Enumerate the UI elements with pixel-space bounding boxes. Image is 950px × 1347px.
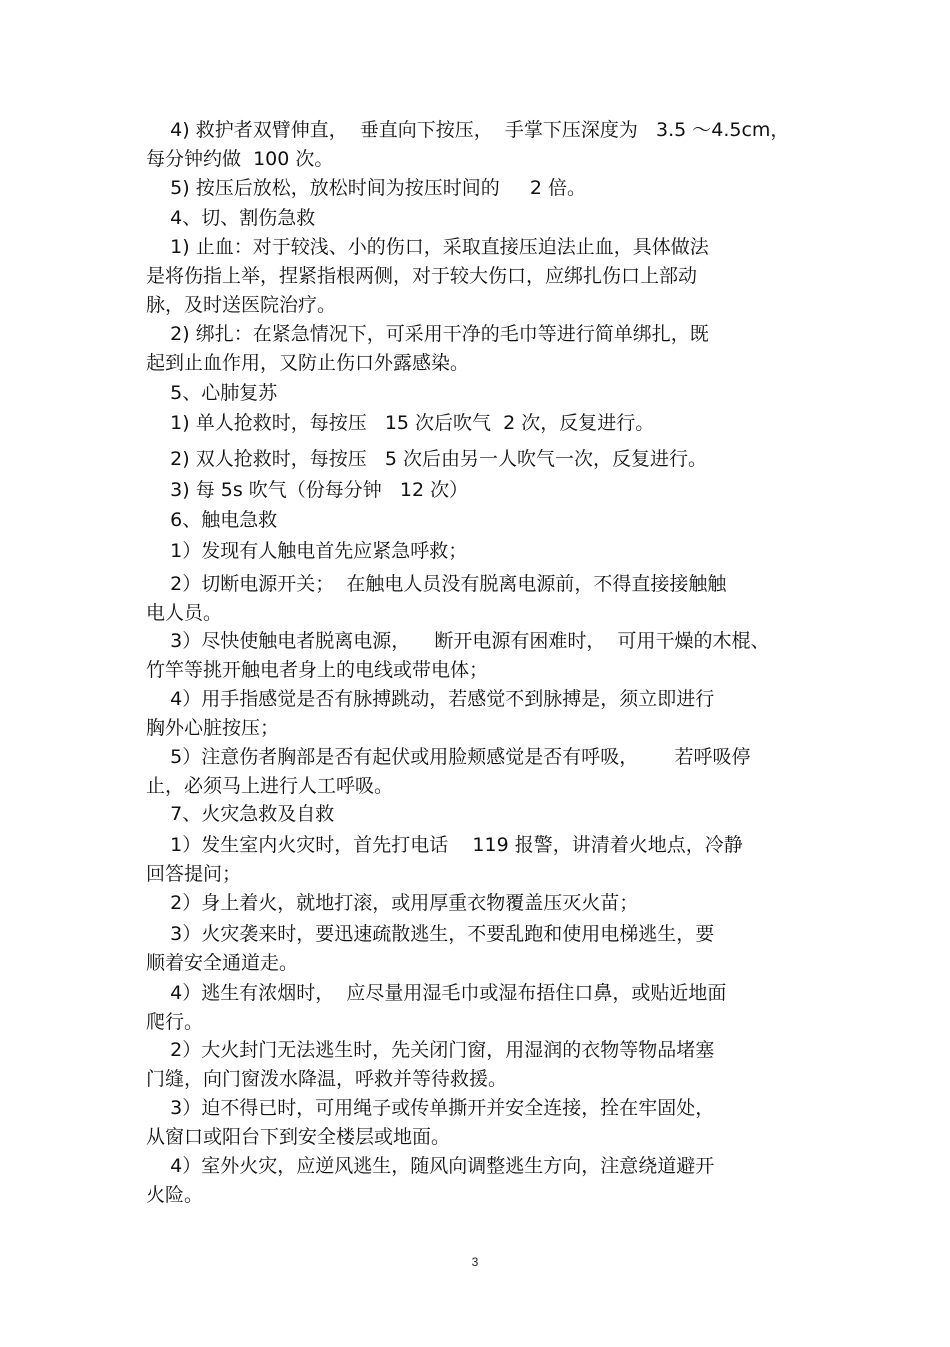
paragraph-single-rescuer: 1) 单人抢救时，每按压 15 次后吹气 2 次，反复进行。 <box>146 412 655 434</box>
paragraph-call-for-help: 1）发现有人触电首先应紧急呼救； <box>146 540 468 562</box>
section-heading-electric-shock: 6、触电急救 <box>146 509 278 531</box>
paragraph-call-119: 1）发生室内火灾时，首先打电话 119 报警，讲清着火地点，冷静 回答提问； <box>146 834 743 885</box>
paragraph-outdoor-fire: 4）室外火灾，应逆风逃生，随风向调整逃生方向，注意绕道避开 火险。 <box>146 1155 715 1206</box>
paragraph-check-pulse: 4）用手指感觉是否有脉搏跳动，若感觉不到脉搏是，须立即进行 胸外心脏按压； <box>146 688 715 739</box>
section-heading-cpr: 5、心肺复苏 <box>146 382 278 404</box>
section-heading-fire: 7、火灾急救及自救 <box>146 803 335 825</box>
page-number: 3 <box>471 1255 479 1269</box>
paragraph-stop-bleeding: 1) 止血：对于较浅、小的伤口，采取直接压迫法止血，具体做法 是将伤指上举，捏紧指根两侧，对于较大伤口，应绑扎伤口上部动 脉，及时送医院治疗。 <box>146 236 709 316</box>
paragraph-two-rescuers: 2) 双人抢救时，每按压 5 次后由另一人吹气一次，反复进行。 <box>146 448 707 470</box>
paragraph-bandaging: 2) 绑扎：在紧急情况下，可采用干净的毛巾等进行简单绑扎，既 起到止血作用，又防止伤口外露感染。 <box>146 323 709 374</box>
paragraph-smoke: 4）逃生有浓烟时， 应尽量用湿毛巾或湿布捂住口鼻，或贴近地面 爬行。 <box>146 982 727 1033</box>
paragraph-on-fire-roll: 2）身上着火，就地打滚，或用厚重衣物覆盖压灭火苗； <box>146 892 639 914</box>
section-heading-cut-wound: 4、切、割伤急救 <box>146 207 316 229</box>
paragraph-separate-from-power: 3）尽快使触电者脱离电源， 断开电源有困难时， 可用干燥的木棍、 竹竿等挑开触电者身上的电线或带电体； <box>146 630 770 681</box>
paragraph-rope-escape: 3）迫不得已时，可用绳子或传单撕开并安全连接，拴在牢固处， 从窗口或阳台下到安全楼层或地面。 <box>146 1097 715 1148</box>
paragraph-release-pressure: 5) 按压后放松，放松时间为按压时间的 2 倍。 <box>146 177 587 199</box>
paragraph-compression-depth: 4) 救护者双臂伸直， 垂直向下按压， 手掌下压深度为 3.5 ～4.5cm， 每分钟约做 100 次。 <box>146 119 790 170</box>
paragraph-cut-power: 2）切断电源开关； 在触电人员没有脱离电源前，不得直接接触触 电人员。 <box>146 573 727 624</box>
paragraph-check-breathing: 5）注意伤者胸部是否有起伏或用脸颊感觉是否有呼吸， 若呼吸停 止，必须马上进行人工呼吸。 <box>146 746 751 797</box>
paragraph-breathing-rate: 3) 每 5s 吹气（份每分钟 12 次） <box>146 479 469 501</box>
paragraph-door-blocked: 2）大火封门无法逃生时，先关闭门窗，用湿润的衣物等物品堵塞 门缝，向门窗泼水降温，呼救并等待救援。 <box>146 1039 715 1090</box>
paragraph-evacuate: 3）火灾袭来时，要迅速疏散逃生，不要乱跑和使用电梯逃生，要 顺着安全通道走。 <box>146 923 715 974</box>
